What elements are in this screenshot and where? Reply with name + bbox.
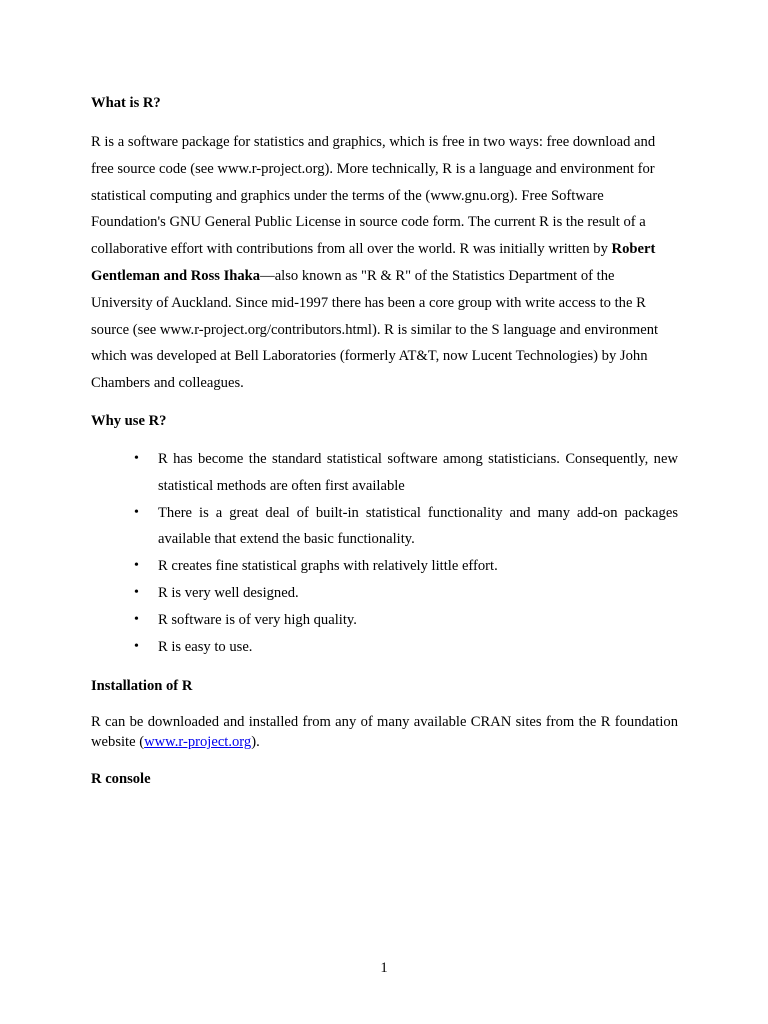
list-item-text: R software is of very high quality. — [158, 611, 357, 628]
paragraph-what-is-r-part1: R is a software package for statistics and graphics, which is free in two ways: free download and free source code (see www.r-project.org). More technically, R is a language and environment for statistical computing and graphics under the terms of the (www.gnu.org). Free Software Foundation's GNU General Public License in source code form. The current R is the result of a collaborative effort with contributions from all over the world. R was initially written by — [91, 134, 656, 258]
bullet-icon: • — [134, 584, 139, 600]
authors-bold: Robert Gentleman and Ross Ihaka — [91, 241, 656, 284]
list-item-text: R creates fine statistical graphs with relatively little effort. — [158, 558, 498, 575]
list-item-text: R has become the standard statistical software among statisticians. Consequently, new statistical methods are often first available — [158, 450, 678, 494]
installation-text-before: R can be downloaded and installed from any of many available CRAN sites from the R foundation website ( — [91, 714, 678, 751]
list-item-text: R is easy to use. — [158, 638, 253, 655]
list-item — [91, 446, 678, 500]
bullet-icon: • — [134, 638, 139, 654]
list-item — [91, 607, 678, 634]
paragraph-what-is-r — [91, 129, 678, 397]
installation-text-after: ). — [251, 734, 260, 751]
list-item-text: There is a great deal of built-in statistical functionality and many add-on packages available that extend the basic functionality. — [158, 504, 678, 548]
list-item — [91, 634, 678, 661]
reasons-list — [91, 446, 678, 660]
r-project-link[interactable]: www.r-project.org — [144, 734, 252, 751]
list-item — [91, 500, 678, 554]
paragraph-installation — [91, 712, 678, 752]
bullet-icon: • — [134, 504, 139, 520]
heading-why-use-r: Why use R? — [91, 412, 167, 429]
heading-installation: Installation of R — [91, 678, 193, 695]
paragraph-what-is-r-part2: —also known as "R & R" of the Statistics Department of the University of Auckland. Since mid-1997 there has been a core group with write access to the R source (see www.r-project.org/contributors.html). R is similar to the S language and environment which was developed at Bell Laboratories (formerly AT&T, now Lucent Technologies) by John Chambers and colleagues. — [91, 267, 659, 392]
heading-r-console: R console — [91, 771, 151, 788]
page-number: 1 — [380, 960, 388, 976]
list-item — [91, 553, 678, 580]
heading-what-is-r: What is R? — [91, 95, 161, 111]
bullet-icon: • — [134, 558, 139, 574]
document-body — [91, 93, 678, 789]
bullet-icon: • — [134, 450, 139, 466]
bullet-icon: • — [134, 611, 139, 627]
list-item-text: R is very well designed. — [158, 584, 299, 601]
list-item — [91, 580, 678, 607]
